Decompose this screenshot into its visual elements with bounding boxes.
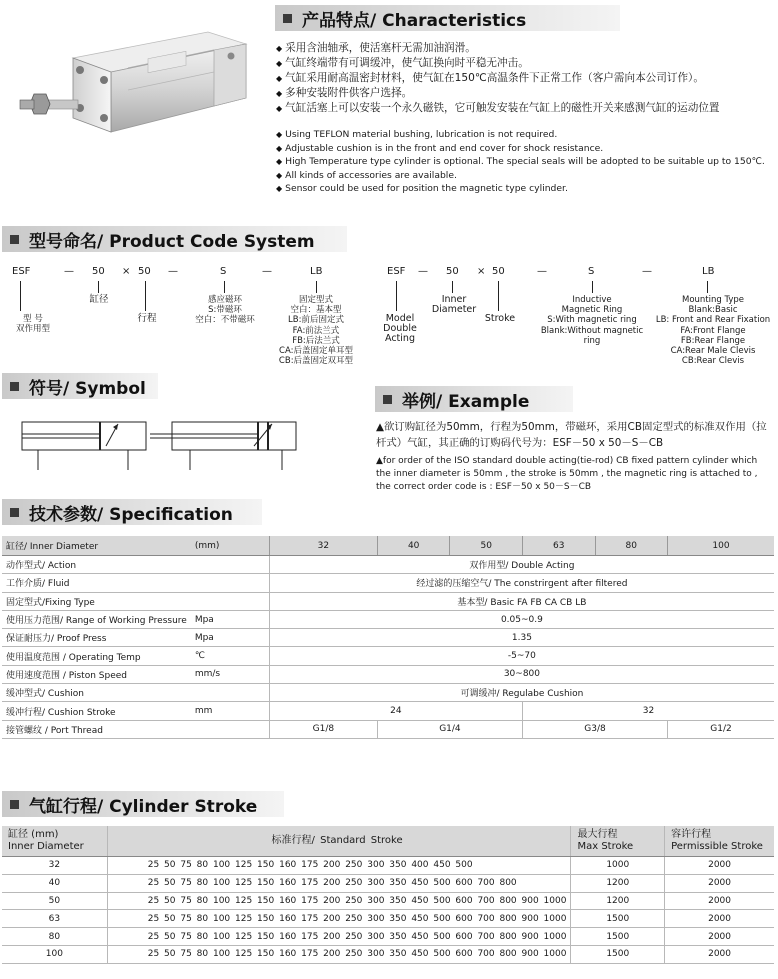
cell-diameter: 32 (2, 857, 107, 875)
section-square-icon (283, 14, 292, 23)
diamond-bullet-icon: ◆ (276, 59, 283, 68)
row-value: -5~70 (269, 647, 774, 665)
list-item: ◆ 气缸活塞上可以安装一个永久磁铁，它可触发安装在气缸上的磁性开关来感测气缸的运动位置 (276, 102, 720, 114)
code-separator: — (262, 266, 272, 277)
table-row (2, 702, 774, 720)
header-label: 缸径/ Inner Diameter (2, 536, 191, 556)
row-unit: Mpa (191, 629, 270, 647)
row-unit: mm/s (191, 665, 270, 683)
symbol-cylinder-icon (20, 412, 150, 474)
code-separator: — (418, 266, 428, 277)
code-label-mount: Mounting Type Blank:Basic LB: Front and Rear Fixation FA:Front Flange FB:Rear Flange CA:Rear Male Clevis CB:Rear Clevis (655, 295, 771, 367)
row-value: G1/2 (668, 720, 774, 738)
cell-strokes: 25 50 75 80 100 125 150 160 175 200 250 300 350 450 500 600 700 800 900 1000 (107, 910, 571, 928)
specification-title: 技术参数/ Specification (29, 504, 233, 525)
header-diameter: 缸径 (mm) Inner Diameter (2, 826, 107, 857)
row-unit: Mpa (191, 610, 270, 628)
cylinder-stroke-title: 气缸行程/ Cylinder Stroke (29, 796, 258, 817)
row-label: 使用温度范围 / Operating Temp (2, 647, 191, 665)
cylinder-photo (18, 28, 256, 156)
table-row (2, 665, 774, 683)
row-value: 经过滤的压缩空气/ The constrirgent after filtered (269, 574, 774, 592)
diamond-bullet-icon: ◆ (276, 89, 283, 98)
code-separator: × (477, 266, 486, 277)
code-token-model: ESF (387, 266, 406, 277)
row-value: 双作用型/ Double Acting (269, 556, 774, 574)
table-row (2, 910, 774, 928)
cell-max: 1500 (571, 945, 665, 963)
code-label-stroke: Stroke (484, 313, 516, 324)
cell-permissible: 2000 (665, 928, 774, 946)
code-connector (145, 281, 150, 311)
list-item: ◆ Adjustable cushion is in the front and end cover for shock resistance. (276, 142, 604, 154)
cell-strokes: 25 50 75 80 100 125 150 160 175 200 250 300 350 450 500 600 700 800 900 1000 (107, 945, 571, 963)
table-row (2, 928, 774, 946)
list-item: ◆ Sensor could be used for position the magnetic type cylinder. (276, 183, 568, 195)
cell-permissible: 2000 (665, 910, 774, 928)
code-connector (396, 281, 401, 311)
diameter-32: 32 (269, 536, 377, 556)
list-item: ◆ All kinds of accessories are available. (276, 169, 457, 181)
row-unit (191, 720, 270, 738)
row-unit (191, 556, 270, 574)
cell-strokes: 25 50 75 80 100 125 150 160 175 200 250 300 350 400 450 500 (107, 857, 571, 875)
table-row (2, 647, 774, 665)
code-separator: — (537, 266, 547, 277)
table-row (2, 574, 774, 592)
diameter-50: 50 (450, 536, 523, 556)
table-header-row (2, 536, 774, 556)
code-token-diameter: 50 (446, 266, 459, 277)
list-item: ◆ 多种安装附件供客户选择。 (276, 87, 413, 99)
code-connector (224, 281, 229, 293)
header-unit: (mm) (191, 536, 270, 556)
row-value: 32 (522, 702, 774, 720)
diamond-bullet-icon: ◆ (276, 130, 283, 139)
specification-table (2, 536, 774, 739)
section-square-icon (10, 508, 19, 517)
row-label: 使用速度范围 / Piston Speed (2, 665, 191, 683)
code-connector (98, 281, 103, 293)
code-token-sensor: S (588, 266, 595, 277)
characteristics-en-list (276, 128, 765, 196)
code-token-stroke: 50 (492, 266, 505, 277)
row-unit (191, 684, 270, 702)
cell-diameter: 63 (2, 910, 107, 928)
row-value: G1/4 (377, 720, 522, 738)
code-connector (707, 281, 712, 293)
code-system-title: 型号命名/ Product Code System (29, 231, 315, 252)
code-token-stroke: 50 (138, 266, 151, 277)
table-row (2, 874, 774, 892)
code-connector (452, 281, 457, 293)
table-row (2, 945, 774, 963)
symbol-magnetic-cylinder-icon (150, 412, 300, 474)
row-label: 使用压力范围/ Range of Working Pressure (2, 610, 191, 628)
row-label: 工作介质/ Fluid (2, 574, 191, 592)
row-unit (191, 592, 270, 610)
row-value: 可调缓冲/ Regulabe Cushion (269, 684, 774, 702)
table-row (2, 684, 774, 702)
symbol-title: 符号/ Symbol (29, 378, 146, 399)
table-row (2, 592, 774, 610)
section-square-icon (10, 382, 19, 391)
list-item: ◆ Using TEFLON material bushing, lubrication is not required. (276, 129, 558, 140)
code-label-model: 型 号 双作用型 (15, 314, 50, 335)
cell-max: 1200 (571, 874, 665, 892)
code-label-diameter: 缸径 (89, 294, 109, 305)
symbol-header (2, 373, 158, 399)
code-token-diameter: 50 (92, 266, 105, 277)
code-separator: — (64, 266, 74, 277)
table-row (2, 892, 774, 910)
row-label: 接管螺纹 / Port Thread (2, 720, 191, 738)
code-token-mount: LB (702, 266, 715, 277)
section-square-icon (10, 235, 19, 244)
header-permissible-stroke: 容许行程 Permissible Stroke (665, 826, 774, 857)
table-row (2, 857, 774, 875)
list-item: ◆ 气缸终端带有可调缓冲，使气缸换向时平稳无冲击。 (276, 57, 529, 69)
diamond-bullet-icon: ◆ (276, 143, 283, 153)
diamond-bullet-icon: ◆ (276, 157, 283, 167)
row-value: 0.05~0.9 (269, 610, 774, 628)
cell-strokes: 25 50 75 80 100 125 150 160 175 200 250 300 350 450 500 600 700 800 900 1000 (107, 892, 571, 910)
cell-max: 1000 (571, 857, 665, 875)
code-label-stroke: 行程 (137, 313, 157, 324)
list-item: ◆ 气缸采用耐高温密封材料，使气缸在150℃高温条件下正常工作（客户需向本公司订作）。 (276, 72, 704, 84)
row-value: G3/8 (522, 720, 667, 738)
diamond-bullet-icon: ◆ (276, 184, 283, 194)
cell-permissible: 2000 (665, 857, 774, 875)
cell-diameter: 80 (2, 928, 107, 946)
list-item: ◆ 采用含油轴承，使活塞杆无需加油润滑。 (276, 42, 476, 54)
cell-diameter: 100 (2, 945, 107, 963)
diameter-100: 100 (668, 536, 774, 556)
code-connector (592, 281, 597, 293)
code-separator: — (168, 266, 178, 277)
code-label-mount: 固定型式 空白：基本型 LB:前后固定式 FA:前法兰式 FB:后法兰式 CA:后盖固定单耳型 CB:后盖固定双耳型 (278, 295, 354, 367)
code-separator: × (122, 266, 131, 277)
code-label-diameter: Inner Diameter (431, 294, 477, 316)
cell-permissible: 2000 (665, 874, 774, 892)
row-label: 保证耐压力/ Proof Press (2, 629, 191, 647)
row-value: 24 (269, 702, 522, 720)
row-unit (191, 574, 270, 592)
code-label-sensor: 感应磁环 S:带磁环 空白：不带磁环 (195, 295, 255, 326)
characteristics-cn-list (276, 41, 720, 116)
row-value: 30~800 (269, 665, 774, 683)
cylinder-stroke-table (2, 826, 774, 964)
table-row (2, 610, 774, 628)
diameter-40: 40 (377, 536, 450, 556)
example-title: 举例/ Example (402, 391, 530, 412)
row-label: 固定型式/Fixing Type (2, 592, 191, 610)
example-header (375, 386, 573, 412)
row-label: 缓冲行程/ Cushion Stroke (2, 702, 191, 720)
characteristics-title: 产品特点/ Characteristics (302, 10, 527, 31)
diamond-bullet-icon: ◆ (276, 74, 283, 83)
cylinder-stroke-header (2, 791, 284, 817)
diameter-80: 80 (595, 536, 668, 556)
code-connector (498, 281, 503, 311)
code-token-model: ESF (12, 266, 31, 277)
characteristics-header (275, 5, 620, 31)
table-row (2, 720, 774, 738)
diameter-63: 63 (522, 536, 595, 556)
row-unit: ℃ (191, 647, 270, 665)
table-row (2, 629, 774, 647)
example-cn-text: ▲欲订购缸径为50mm，行程为50mm，带磁环，采用CB固定型式的标准双作用（拉杆式）气缸，其正确的订购码代号为：ESF－50 x 50－S－CB (376, 421, 767, 449)
specification-header (2, 499, 262, 525)
cell-max: 1500 (571, 928, 665, 946)
cell-strokes: 25 50 75 80 100 125 150 160 175 200 250 300 350 450 500 600 700 800 900 1000 (107, 928, 571, 946)
diamond-bullet-icon: ◆ (276, 170, 283, 180)
cell-max: 1200 (571, 892, 665, 910)
cell-max: 1500 (571, 910, 665, 928)
row-label: 动作型式/ Action (2, 556, 191, 574)
row-value: 1.35 (269, 629, 774, 647)
diamond-bullet-icon: ◆ (276, 44, 283, 53)
section-square-icon (383, 395, 392, 404)
cell-diameter: 40 (2, 874, 107, 892)
code-connector (20, 281, 27, 311)
table-header-row (2, 826, 774, 857)
cell-diameter: 50 (2, 892, 107, 910)
header-standard-stroke: 标准行程/ Standard Stroke (107, 826, 571, 857)
header-max-stroke: 最大行程 Max Stroke (571, 826, 665, 857)
code-token-sensor: S (220, 266, 227, 277)
code-connector (316, 281, 321, 293)
code-token-mount: LB (310, 266, 323, 277)
row-label: 缓冲型式/ Cushion (2, 684, 191, 702)
example-en-text: ▲for order of the ISO standard double acting(tie-rod) CB fixed pattern cylinder which the inner diameter is 50mm , the stroke is 50mm , the magnetic ring is attached to , the correct order code is : ESF－50 x 50－S－CB (376, 456, 758, 493)
code-label-model: Model Double Acting (383, 313, 417, 345)
cell-permissible: 2000 (665, 892, 774, 910)
row-value: G1/8 (269, 720, 377, 738)
row-value: 基本型/ Basic FA FB CA CB LB (269, 592, 774, 610)
section-square-icon (10, 800, 19, 809)
row-unit: mm (191, 702, 270, 720)
list-item: ◆ High Temperature type cylinder is optional. The special seals will be adopted to be suitable up to 150℃. (276, 156, 765, 168)
cell-permissible: 2000 (665, 945, 774, 963)
cell-strokes: 25 50 75 80 100 125 150 160 175 200 250 300 350 450 500 600 700 800 (107, 874, 571, 892)
diamond-bullet-icon: ◆ (276, 104, 283, 113)
code-system-header (2, 226, 347, 252)
code-label-sensor: Inductive Magnetic Ring S:With magnetic ring Blank:Without magnetic ring (540, 295, 644, 346)
table-row (2, 556, 774, 574)
code-separator: — (642, 266, 652, 277)
